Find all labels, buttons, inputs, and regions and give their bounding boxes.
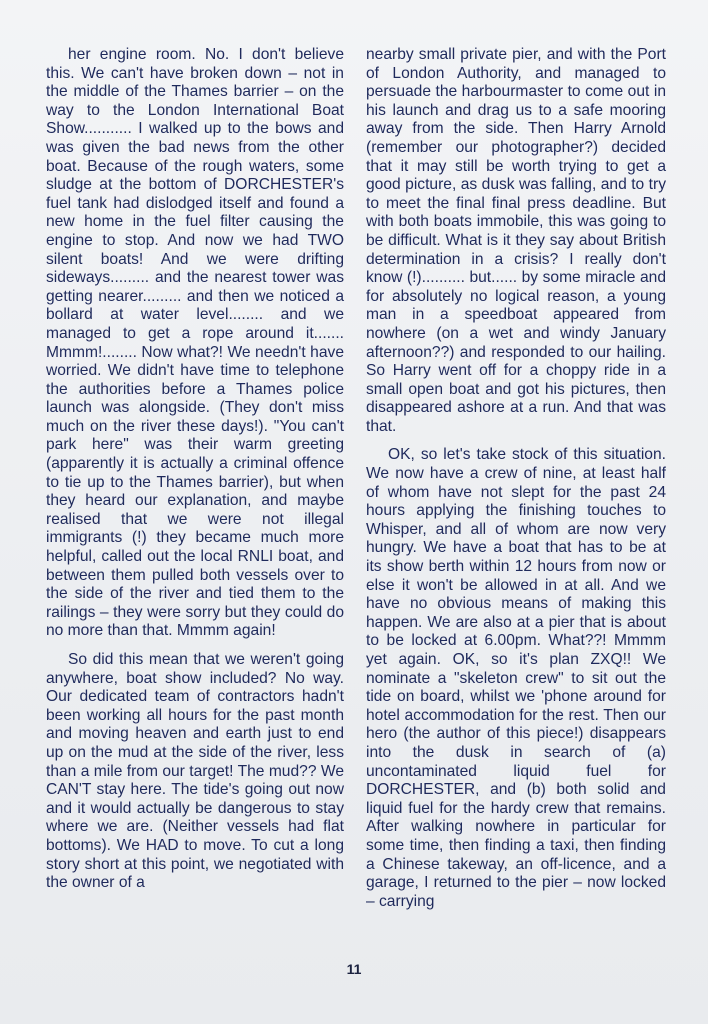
right-paragraph-2: OK, so let's take stock of this situation. We now have a crew of nine, at least half of whom have not slept for the past 24 hours applying the finishing touches to Whisper, and all of whom are now very hungry. We have a boat that has to be at its show berth within 12 hours from now or else it won't be allowed in at all. And we have no obvious means of making this happen. We are also at a pier that is about to be locked at 6.00pm. What??! Mmmm yet again. OK, so it's plan ZXQ!! We nominate a "skeleton crew" to sit out the tide on board, whilst we 'phone around for hotel accommodation for the rest. Then our hero (the author of this piece!) disappears into the dusk in search of (a) uncontaminated liquid fuel for DORCHESTER, and (b) both solid and liquid fuel for the hardy crew that remains. After walking nowhere in particular for some time, then finding a taxi, then finding a Chinese takeway, an off-licence, and a garage, I returned to the pier – now locked – carrying — [366, 446, 666, 910]
left-paragraph-2: So did this mean that we weren't going anywhere, boat show included? No way. Our dedicated team of contractors hadn't been working all hours for the past month and moving heaven and earth just to end up on the mud at the side of the river, less than a mile from our target! The mud?? We CAN'T stay here. The tide's going out now and it would actually be dangerous to stay where we are. (Neither vessels had flat bottoms). We HAD to move. To cut a long story short at this point, we negotiated with the owner of a — [46, 651, 344, 892]
right-paragraph-1: nearby small private pier, and with the Port of London Authority, and managed to persuade the harbourmaster to come out in his launch and drag us to a safe mooring away from the side. Then Harry Arnold (remember our photographer?) decided that it may still be worth trying to get a good picture, as dusk was falling, and to try to meet the final final press deadline. But with both boats immobile, this was going to be difficult. What is it they say about British determination in a crisis? I really don't know (!).......... but...... by some miracle and for absolutely no logical reason, a young man in a speedboat appeared from nowhere (on a wet and windy January afternoon??) and responded to our hailing. So Harry went off for a choppy ride in a small open boat and got his pictures, then disappeared ashore at a run. And that was that. — [366, 46, 666, 435]
left-paragraph-1: her engine room. No. I don't believe this. We can't have broken down – not in the middle of the Thames barrier – on the way to the London International Boat Show........... I walked up to the bows and was given the bad news from the other boat. Because of the rough waters, some sludge at the bottom of DORCHESTER's fuel tank had dislodged itself and found a new home in the fuel filter causing the engine to stop. And now we had TWO silent boats! And we were drifting sideways......... and the nearest tower was getting nearer......... and then we noticed a bollard at water level........ and we managed to get a rope around it....... Mmmm!........ Now what?! We needn't have worried. We didn't have time to telephone the authorities before a Thames police launch was alongside. (They don't miss much on the river these days!). "You can't park here" was their warm greeting (apparently it is actually a criminal offence to tie up to the Thames barrier), but when they heard our explanation, and maybe realised that we were not illegal immigrants (!) they became much more helpful, called out the local RNLI boat, and between them pulled both vessels over to the side of the river and tied them to the railings – they were sorry but they could do no more than that. Mmmm again! — [46, 46, 344, 640]
page-number: 11 — [346, 961, 362, 977]
left-column — [46, 46, 344, 903]
right-column — [366, 46, 666, 921]
